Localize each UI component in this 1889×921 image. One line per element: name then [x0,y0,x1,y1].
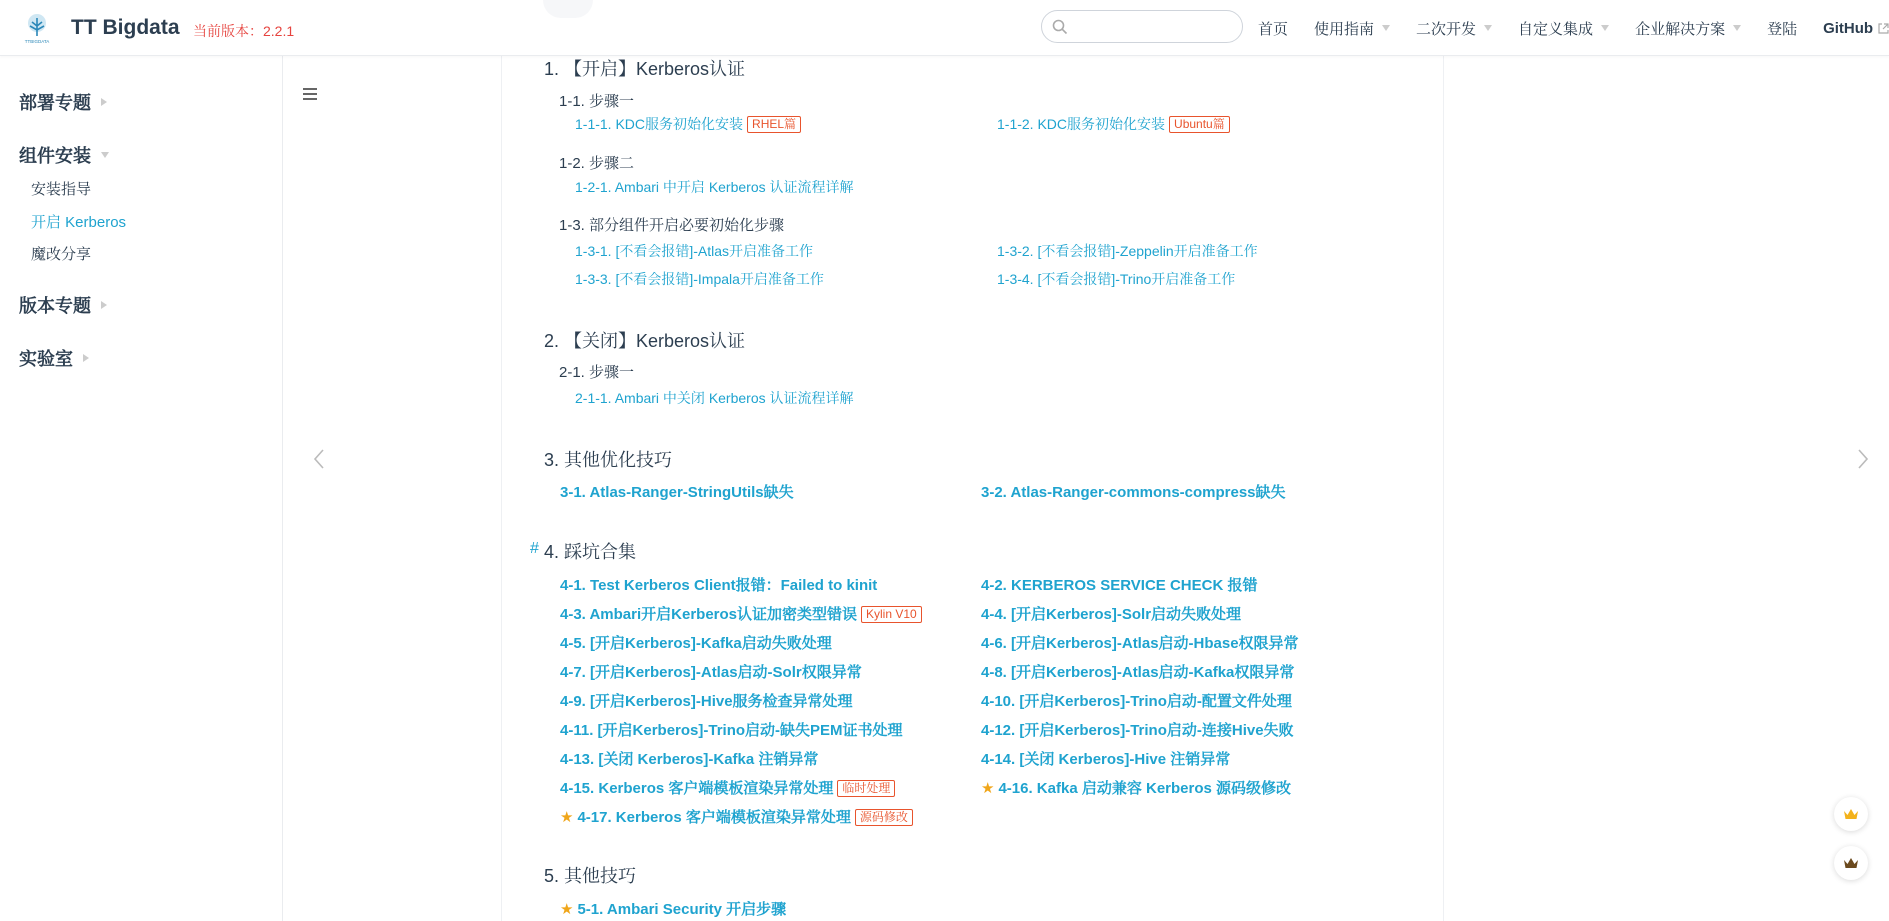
sidebar-group-components[interactable] [19,142,109,168]
doc-link-text: 1-1-1. KDC服务初始化安装 [575,116,744,132]
nav-custom-integration-label: 自定义集成 [1518,20,1594,38]
top-navbar [0,0,1889,56]
doc-link-text: 4-17. Kerberos 客户端模板渲染异常处理 [577,809,851,826]
subsection-title: 1-1. 步骤一 [559,93,635,110]
section-title: 3. 其他优化技巧 [544,450,673,470]
doc-link[interactable]: 4-2. KERBEROS SERVICE CHECK 报错 [981,577,1258,594]
chevron-right-icon [83,354,89,362]
doc-link[interactable]: 4-13. [关闭 Kerberos]-Kafka 注销异常 [560,751,819,768]
version-label: 当前版本：2.2.1 [193,23,295,39]
nav-home-label: 首页 [1258,20,1289,38]
nav-login[interactable] [1767,18,1797,38]
chevron-right-icon [101,301,107,309]
nav-guide-label: 使用指南 [1314,20,1375,38]
vip-button[interactable] [1834,846,1868,880]
doc-link[interactable]: 1-2-1. Ambari 中开启 Kerberos 认证流程详解 [575,179,854,195]
chevron-right-icon[interactable] [1856,448,1870,470]
chevron-left-icon[interactable] [312,448,326,470]
nav-enterprise[interactable] [1635,18,1741,38]
chevron-down-icon [1601,25,1609,31]
doc-link-text: 4-16. Kafka 启动兼容 Kerberos 源码级修改 [998,780,1292,797]
sidebar-group-label: 部署专题 [19,93,91,113]
star-icon: ★ [981,780,995,797]
tag-badge: RHEL篇 [747,116,801,133]
doc-link[interactable]: 4-1. Test Kerberos Client报错：Failed to kinit [560,577,878,594]
menu-icon[interactable] [303,87,319,101]
section-title: 2. 【关闭】Kerberos认证 [544,331,746,351]
doc-link[interactable] [560,603,922,624]
theme-toggle-button[interactable] [1834,797,1868,831]
external-link-icon [1878,23,1889,34]
nav-home[interactable] [1258,18,1288,38]
doc-link-text: 4-3. Ambari开启Kerberos认证加密类型错误 [560,606,857,623]
section-title: 5. 其他技巧 [544,866,637,886]
search-icon [1052,19,1068,35]
doc-link[interactable]: 3-2. Atlas-Ranger-commons-compress缺失 [981,484,1286,501]
sidebar-group-label: 实验室 [19,349,73,369]
sidebar-item-install-guide[interactable]: 安装指导 [31,181,92,198]
nav-custom-integration[interactable] [1518,18,1609,38]
crown-icon [1843,807,1859,821]
doc-link[interactable]: 4-14. [关闭 Kerberos]-Hive 注销异常 [981,751,1231,768]
crown-icon [1843,856,1859,870]
site-name[interactable]: TT Bigdata [71,16,180,39]
nav-github[interactable] [1823,18,1889,38]
tag-badge: 临时处理 [837,780,895,797]
chevron-down-icon [1382,25,1390,31]
decorative-blob [543,0,593,18]
subsection-title: 1-2. 步骤二 [559,155,635,172]
doc-link[interactable] [997,114,1230,134]
doc-link[interactable] [575,114,801,134]
doc-link-text: 4-15. Kerberos 客户端模板渲染异常处理 [560,780,834,797]
doc-link[interactable]: 1-3-4. [不看会报错]-Trino开启准备工作 [997,271,1236,287]
chevron-right-icon [101,98,107,106]
doc-link[interactable]: 3-1. Atlas-Ranger-StringUtils缺失 [560,484,794,501]
tag-badge: Kylin V10 [861,606,922,623]
doc-link[interactable]: 4-8. [开启Kerberos]-Atlas启动-Kafka权限异常 [981,664,1295,681]
sidebar-item-kerberos[interactable]: 开启 Kerberos [31,214,127,231]
sidebar-group-label: 版本专题 [19,296,91,316]
doc-link-text: 1-1-2. KDC服务初始化安装 [997,116,1166,132]
sidebar [0,56,283,921]
nav-dev-label: 二次开发 [1416,20,1477,38]
subsection-title: 1-3. 部分组件开启必要初始化步骤 [559,217,785,234]
doc-link[interactable]: 1-3-2. [不看会报错]-Zeppelin开启准备工作 [997,243,1258,259]
nav-github-label: GitHub [1823,19,1874,37]
doc-link[interactable] [560,806,913,827]
doc-link[interactable]: 4-12. [开启Kerberos]-Trino启动-连接Hive失败 [981,722,1294,739]
svg-text:TTBIGDATA: TTBIGDATA [24,39,50,44]
doc-link[interactable]: 4-11. [开启Kerberos]-Trino启动-缺失PEM证书处理 [560,722,903,739]
nav-dev[interactable] [1416,18,1492,38]
star-icon: ★ [560,809,574,826]
nav-login-label: 登陆 [1767,20,1798,38]
doc-link[interactable]: 4-5. [开启Kerberos]-Kafka启动失败处理 [560,635,832,652]
doc-link[interactable] [560,777,895,798]
search-input[interactable] [1072,15,1232,39]
doc-link[interactable]: 1-3-1. [不看会报错]-Atlas开启准备工作 [575,243,814,259]
search-box[interactable] [1041,10,1243,43]
nav-links [1258,18,1889,38]
doc-link[interactable]: 4-6. [开启Kerberos]-Atlas启动-Hbase权限异常 [981,635,1299,652]
nav-guide[interactable] [1314,18,1390,38]
chevron-down-icon [1484,25,1492,31]
chevron-down-icon [101,152,109,158]
anchor-link[interactable]: # [530,540,539,557]
doc-link[interactable]: 2-1-1. Ambari 中关闭 Kerberos 认证流程详解 [575,390,854,406]
chevron-down-icon [1733,25,1741,31]
doc-link[interactable]: 4-9. [开启Kerberos]-Hive服务检查异常处理 [560,693,853,710]
main-content [501,56,1444,921]
section-title: 4. 踩坑合集 [544,542,637,562]
star-icon: ★ [560,901,574,918]
section-title: 1. 【开启】Kerberos认证 [544,59,746,79]
doc-link[interactable]: 4-7. [开启Kerberos]-Atlas启动-Solr权限异常 [560,664,862,681]
tag-badge: Ubuntu篇 [1169,116,1230,133]
sidebar-group-deploy[interactable] [19,89,107,115]
sidebar-group-versions[interactable] [19,292,107,318]
subsection-title: 2-1. 步骤一 [559,364,635,381]
nav-enterprise-label: 企业解决方案 [1635,20,1726,38]
doc-link-text: 5-1. Ambari Security 开启步骤 [577,901,787,918]
doc-link[interactable]: 4-4. [开启Kerberos]-Solr启动失败处理 [981,606,1242,623]
tag-badge: 源码修改 [855,809,913,826]
doc-link[interactable]: 1-3-3. [不看会报错]-Impala开启准备工作 [575,271,824,287]
sidebar-group-label: 组件安装 [19,146,91,166]
site-logo-icon[interactable] [22,12,52,44]
doc-link[interactable] [560,898,786,919]
sidebar-item-mods[interactable]: 魔改分享 [31,246,92,263]
doc-link[interactable]: 4-10. [开启Kerberos]-Trino启动-配置文件处理 [981,693,1292,710]
doc-link[interactable] [981,777,1291,798]
sidebar-group-lab[interactable] [19,345,89,371]
